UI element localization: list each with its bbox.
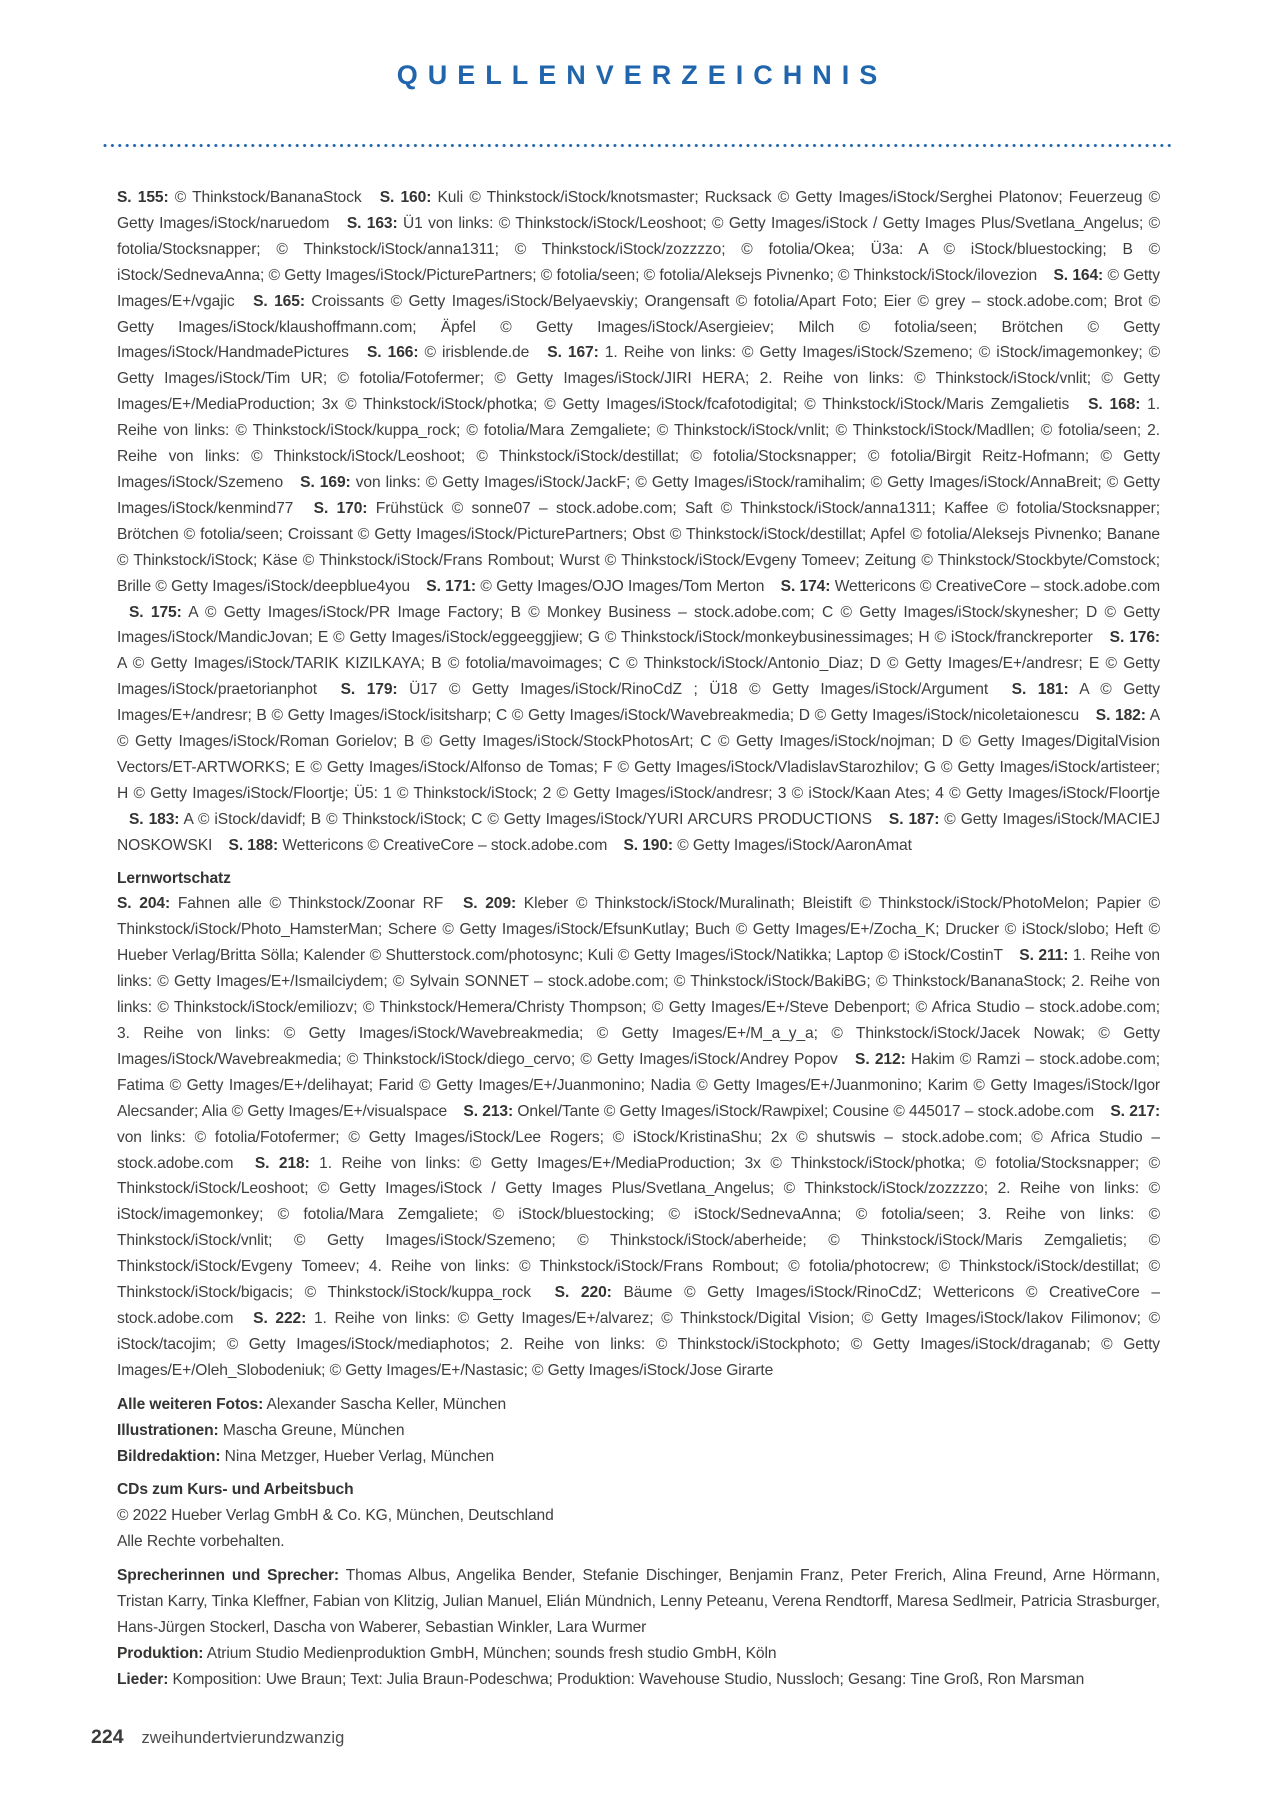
credit-text: Bäume © Getty Images/iStock/RinoCdZ; Wettericons © CreativeCore – stock.adobe.com: [117, 1284, 1161, 1327]
credit-text: von links: © fotolia/Fotofermer; © Getty Images/iStock/Lee Rogers; © iStock/KristinaShu; 2x © shutswis – stock.adobe.com; © Africa Studio – stock.adobe.com: [117, 1128, 1160, 1172]
credit-entry: [117, 1310, 1160, 1379]
content-area: [117, 185, 1160, 1693]
credit-text: 1. Reihe von links: © Thinkstock/iStock/kuppa_rock; © fotolia/Mara Zemgaliete; © Thinkstock/iStock/vnlit; © Thinkstock/iStock/Madllen; © fotolia/seen; 2. Reihe von links: © Thinkstock/iStock/Leoshoot; © Thinkstock/iStock/destillat; © fotolia/Stocksnapper; © fotolia/Birgit Reitz-Hofmann; © Getty Images/iStock/Szemeno: [117, 396, 1160, 491]
credit-page-label: S. 176:: [1109, 629, 1160, 647]
credit-entry: [117, 947, 1160, 1068]
credit-text: Croissants © Getty Images/iStock/Belyaevskiy; Orangensaft © fotolia/Apart Foto; Eier © grey – stock.adobe.com; Brot © Getty Images/iStock/klaushoffmann.com; Äpfel © Getty Images/iStock/Asergieiev; Milch © fotolia/seen; Brötchen © Getty Images/iStock/HandmadePictures: [117, 292, 1160, 362]
all-other-photos-text: Alexander Sascha Keller, München: [266, 1395, 507, 1413]
credit-entry: [781, 578, 1160, 595]
credit-text: A © Getty Images/iStock/TARIK KIZILKAYA; B © fotolia/mavoimages; C © Thinkstock/iStock/Antonio_Diaz; D © Getty Images/E+/andresr; E © Getty Images/iStock/praetorianphot: [117, 655, 1160, 699]
credit-text: Wettericons © CreativeCore – stock.adobe.com: [830, 577, 1161, 595]
credit-entry: [117, 1155, 1160, 1302]
photo-credit-lines: [117, 1392, 1160, 1470]
credit-text: 1. Reihe von links: © Getty Images/E+/alvarez; © Thinkstock/Digital Vision; © Getty Images/iStock/Iakov Filimonov; © iStock/tacojim; © Getty Images/iStock/mediaphotos; 2. Reihe von links: © Thinkstock/iStockphoto; © Getty Images/iStock/draganab; © Getty Images/E+/Oleh_Slobodeniuk; © Getty Images/E+/Nastasic; © Getty Images/iStock/Jose Girarte: [117, 1309, 1160, 1379]
credit-text: von links: © Getty Images/iStock/JackF; © Getty Images/iStock/ramihalim; © Getty Images/iStock/AnnaBreit; © Getty Images/iStock/kenmind77: [117, 473, 1160, 517]
credit-text: © Getty Images/OJO Images/Tom Merton: [475, 577, 765, 595]
credit-text: Kuli © Thinkstock/iStock/knotsmaster; Rucksack © Getty Images/iStock/Serghei Platonov; Feuerzeug © Getty Images/iStock/naruedom: [117, 189, 1161, 232]
credit-page-label: S. 188:: [228, 836, 279, 854]
credit-page-label: S. 160:: [379, 189, 432, 206]
page-number-word: zweihundertvierundzwanzig: [141, 1729, 345, 1747]
all-other-photos-line: [117, 1392, 1160, 1418]
credit-page-label: S. 181:: [1011, 681, 1069, 699]
credit-text: Hakim © Ramzi – stock.adobe.com; Fatima © Getty Images/E+/delihayat; Farid © Getty Images/E+/Juanmonino; Nadia © Getty Images/E+/Juanmonino; Karim © Getty Images/iStock/Igor Alecsander; Alia © Getty Images/E+/visualspace: [117, 1050, 1161, 1120]
credit-text: A © iStock/davidf; B © Thinkstock/iStock; C © Getty Images/iStock/YURI ARCURS PRODUCTIONS: [179, 810, 872, 828]
credit-page-label: S. 209:: [462, 895, 517, 913]
cds-section-heading: CDs zum Kurs- und Arbeitsbuch: [117, 1481, 354, 1499]
credit-page-label: S. 175:: [129, 603, 182, 621]
illustrations-text: Mascha Greune, München: [222, 1421, 405, 1439]
credit-text: Ü17 © Getty Images/iStock/RinoCdZ ; Ü18 © Getty Images/iStock/Argument: [397, 681, 989, 699]
production-line: [117, 1641, 1160, 1667]
credit-text: 1. Reihe von links: © Getty Images/E+/MediaProduction; 3x © Thinkstock/iStock/photka; © fotolia/Stocksnapper; © Thinkstock/iStock/Leoshoot; © Getty Images/iStock / Getty Images Plus/Svetlana_Angelus; © Thinkstock/iStock/zozzzzo; 2. Reihe von links: © iStock/imagemonkey; © fotolia/Mara Zemgaliete; © iStock/bluestocking; © iStock/SednevaAnna; © fotolia/seen; 3. Reihe von links: © Thinkstock/iStock/vnlit; © Getty Images/iStock/Szemeno; © Thinkstock/iStock/aberheide; © Thinkstock/iStock/Maris Zemgalietis; © Thinkstock/iStock/Evgeny Tomeev; 4. Reihe von links: © Thinkstock/iStock/Frans Rombout; © fotolia/photocrew; © Thinkstock/iStock/destillat; © Thinkstock/iStock/bigacis; © Thinkstock/iStock/kuppa_rock: [117, 1154, 1160, 1302]
page-number: 224: [91, 1726, 124, 1748]
songs-text: Komposition: Uwe Braun; Text: Julia Braun-Podeschwa; Produktion: Wavehouse Studio, Nussloch; Gesang: Tine Groß, Ron Marsman: [172, 1670, 1085, 1688]
credit-page-label: S. 187:: [888, 810, 940, 828]
credit-page-label: S. 174:: [780, 577, 831, 595]
credit-text: Kleber © Thinkstock/iStock/Muralinath; Bleistift © Thinkstock/iStock/PhotoMelon; Papier © Thinkstock/iStock/Photo_HamsterMan; Schere © Getty Images/iStock/EfsunKutlay; Buch © Getty Images/E+/Zocha_K; Drucker © iStock/slobo; Heft © Hueber Verlag/Britta Sölla; Kalender © Shutterstock.com/photosync; Kuli © Getty Images/iStock/Natikka; Laptop © iStock/CostinT: [117, 895, 1161, 965]
credit-text: Onkel/Tante © Getty Images/iStock/Rawpixel; Cousine © 445017 – stock.adobe.com: [513, 1102, 1095, 1120]
speakers-text: Thomas Albus, Angelika Bender, Stefanie Dischinger, Benjamin Franz, Peter Frerich, Alina Freund, Arne Hörmann, Tristan Karry, Tinka Kleffner, Fabian von Klitzig, Julian Manuel, Elián Mündnich, Lenny Peteanu, Verena Rendtorff, Maresa Sedlmeir, Patricia Strasburger, Hans-Jürgen Stockerl, Dascha von Waberer, Sebastian Winkler, Lara Wurmer: [117, 1567, 1161, 1636]
credit-page-label: S. 168:: [1088, 396, 1141, 414]
credit-page-label: S. 204:: [117, 895, 171, 913]
credit-text: © Thinkstock/BananaStock: [168, 189, 362, 206]
credit-page-label: S. 217:: [1110, 1102, 1161, 1120]
credit-text: A © Getty Images/E+/andresr; B © Getty Images/iStock/isitsharp; C © Getty Images/iStock/Wavebreakmedia; D © Getty Images/iStock/nicoletaionescu: [117, 681, 1160, 725]
section-heading-lernwortschatz: Lernwortschatz: [117, 869, 231, 887]
production-section: [117, 1563, 1160, 1693]
all-other-photos-label: Alle weiteren Fotos:: [117, 1395, 264, 1413]
credit-page-label: S. 212:: [855, 1050, 906, 1068]
credit-page-label: S. 167:: [547, 344, 599, 362]
speakers-line: [117, 1563, 1160, 1641]
dotted-divider: [103, 143, 1171, 148]
credit-page-label: S. 218:: [254, 1154, 310, 1172]
credit-page-label: S. 170:: [313, 499, 368, 517]
credits-main-paragraph: [117, 185, 1160, 859]
credit-page-label: S. 190:: [623, 836, 674, 854]
credit-entry: [426, 578, 764, 595]
credit-page-label: S. 211:: [1019, 947, 1069, 965]
speakers-label: Sprecherinnen und Sprecher:: [117, 1567, 340, 1585]
credit-text: Wettericons © CreativeCore – stock.adobe.com: [278, 836, 608, 854]
credit-entry: [129, 811, 872, 828]
cds-section: [117, 1477, 1160, 1555]
credit-text: A © Getty Images/iStock/PR Image Factory; B © Monkey Business – stock.adobe.com; C © Getty Images/iStock/skynesher; D © Getty Images/iStock/MandicJovan; E © Getty Images/iStock/eggeeggjiew; G © Thinkstock/iStock/monkeybusinessimages; H © iStock/franckreporter: [117, 603, 1161, 647]
production-label: Produktion:: [117, 1644, 204, 1662]
credits-lernwortschatz-paragraph: [117, 891, 1160, 1383]
credit-entry: [229, 837, 608, 854]
songs-line: [117, 1667, 1160, 1693]
credit-entry: [117, 895, 443, 912]
credit-text: 1. Reihe von links: © Getty Images/iStock/Szemeno; © iStock/imagemonkey; © Getty Images/iStock/Tim UR; © fotolia/Fotofermer; © Getty Images/iStock/JIRI HERA; 2. Reihe von links: © Thinkstock/iStock/vnlit; © Getty Images/E+/MediaProduction; 3x © Thinkstock/iStock/photka; © Getty Images/iStock/fcafotodigital; © Thinkstock/iStock/Maris Zemgalietis: [117, 344, 1161, 414]
credit-text: © Getty Images/iStock/MACIEJ NOSKOWSKI: [117, 810, 1160, 854]
songs-label: Lieder:: [117, 1670, 169, 1688]
rights-line: Alle Rechte vorbehalten.: [117, 1533, 285, 1551]
production-text: Atrium Studio Medienproduktion GmbH, München; sounds fresh studio GmbH, Köln: [206, 1644, 777, 1662]
credit-entry: [341, 681, 988, 698]
credit-page-label: S. 213:: [463, 1102, 514, 1120]
credit-page-label: S. 164:: [1053, 266, 1104, 284]
credit-entry: [463, 1103, 1094, 1120]
page-title: QUELLENVERZEICHNIS: [396, 60, 888, 90]
credit-text: Ü1 von links: © Thinkstock/iStock/Leoshoot; © Getty Images/iStock / Getty Images Plus/Svetlana_Angelus; © fotolia/Stocksnapper; © Thinkstock/iStock/anna1311; © Thinkstock/iStock/zozzzzo; © fotolia/Okea; Ü3a: A © iStock/bluestocking; B © iStock/SednevaAnna; © Getty Images/iStock/PicturePartners; © fotolia/seen; © fotolia/Aleksejs Pivnenko; © Thinkstock/iStock/ilovezion: [117, 214, 1161, 284]
credit-page-label: S. 171:: [426, 577, 476, 595]
credit-entry: [117, 189, 362, 206]
credit-page-label: S. 179:: [340, 681, 398, 699]
credit-text: 1. Reihe von links: © Getty Images/E+/Ismailciydem; © Sylvain SONNET – stock.adobe.com; © Thinkstock/iStock/BakiBG; © Thinkstock/BananaStock; 2. Reihe von links: © Thinkstock/iStock/emiliozv; © Thinkstock/Hemera/Christy Thompson; © Getty Images/E+/Steve Debenport; © Africa Studio – stock.adobe.com; 3. Reihe von links: © Getty Images/iStock/Wavebreakmedia; © Getty Images/E+/M_a_y_a; © Thinkstock/iStock/Jacek Nowak; © Getty Images/iStock/Wavebreakmedia; © Thinkstock/iStock/diego_cervo; © Getty Images/iStock/Andrey Popov: [117, 947, 1161, 1068]
credit-page-label: S. 169:: [300, 473, 351, 491]
credit-page-label: S. 155:: [117, 189, 169, 206]
page-footer: [91, 1726, 344, 1749]
credit-text: Fahnen alle © Thinkstock/Zoonar RF: [170, 895, 444, 913]
copyright-line: © 2022 Hueber Verlag GmbH & Co. KG, München, Deutschland: [117, 1507, 554, 1525]
credit-text: Frühstück © sonne07 – stock.adobe.com; Saft © Thinkstock/iStock/anna1311; Kaffee © fotolia/Stocksnapper; Brötchen © fotolia/seen; Croissant © Getty Images/iStock/PicturePartners; Obst © Thinkstock/iStock/destillat; Apfel © fotolia/Aleksejs Pivnenko; Banane © Thinkstock/iStock; Käse © Thinkstock/iStock/Frans Rombout; Wurst © Thinkstock/iStock/Evgeny Tomeev; Zeitung © Thinkstock/Stockbyte/Comstock; Brille © Getty Images/iStock/deepblue4you: [117, 499, 1160, 595]
credit-page-label: S. 222:: [253, 1309, 307, 1327]
illustrations-label: Illustrationen:: [117, 1421, 219, 1439]
credit-page-label: S. 183:: [129, 810, 180, 828]
credit-page-label: S. 163:: [346, 214, 398, 232]
credit-text: © irisblende.de: [418, 344, 530, 362]
credit-page-label: S. 165:: [253, 292, 305, 310]
credit-entry: [367, 344, 529, 361]
illustrations-line: [117, 1418, 1160, 1444]
credit-entry: [623, 837, 911, 854]
credit-text: © Getty Images/E+/vgajic: [117, 266, 1160, 310]
credit-text: A © Getty Images/iStock/Roman Gorielov; B © Getty Images/iStock/StockPhotosArt; C © Getty Images/iStock/nojman; D © Getty Images/DigitalVision Vectors/ET-ARTWORKS; E © Getty Images/iStock/Alfonso de Tomas; F © Getty Images/iStock/VladislavStarozhilov; G © Getty Images/iStock/artisteer; H © Getty Images/iStock/Floortje; Ü5: 1 © Thinkstock/iStock; 2 © Getty Images/iStock/andresr; 3 © iStock/Kaan Ates; 4 © Getty Images/iStock/Floortje: [117, 707, 1161, 802]
picture-editing-line: [117, 1444, 1160, 1470]
credit-page-label: S. 220:: [554, 1284, 612, 1302]
credit-page-label: S. 166:: [367, 344, 419, 362]
credit-text: © Getty Images/iStock/AaronAmat: [673, 836, 912, 854]
picture-editing-text: Nina Metzger, Hueber Verlag, München: [224, 1447, 495, 1465]
picture-editing-label: Bildredaktion:: [117, 1447, 221, 1465]
credit-entry: [117, 604, 1160, 647]
credit-page-label: S. 182:: [1095, 707, 1146, 725]
